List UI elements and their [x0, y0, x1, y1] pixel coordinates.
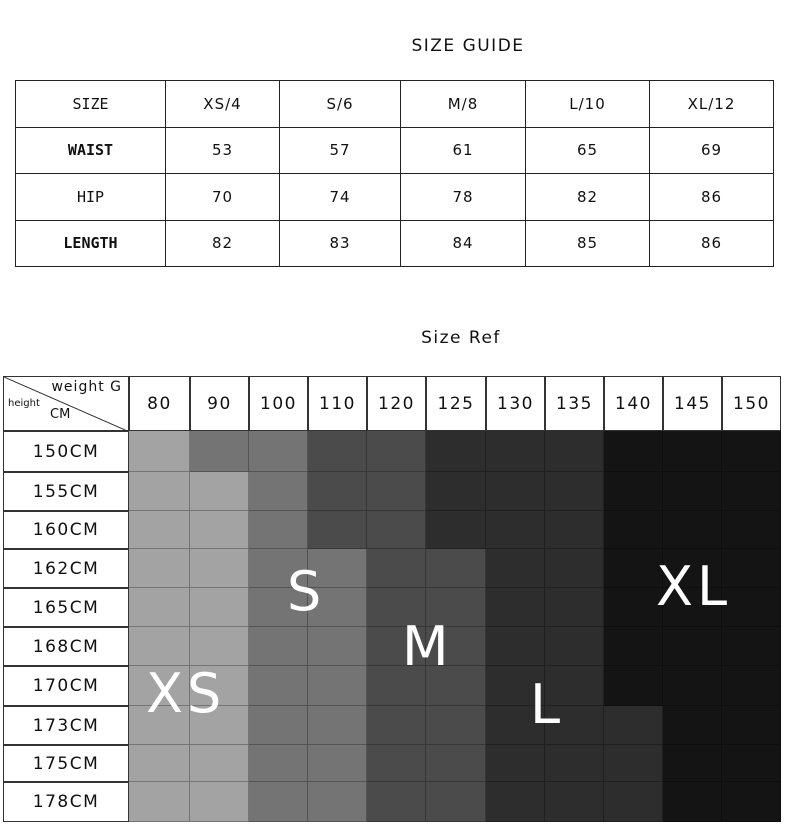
measurement-value: 82	[166, 220, 280, 267]
height-row-label: 173CM	[3, 706, 129, 745]
size-cell-l	[604, 706, 663, 745]
size-cell-l	[426, 511, 486, 549]
height-unit-label: CM	[50, 407, 71, 422]
size-cell-xs	[129, 549, 190, 588]
height-row-label: 168CM	[3, 627, 129, 666]
size-header-cell: SIZE	[16, 81, 166, 128]
weight-column-header: 130	[486, 376, 545, 431]
size-cell-xs	[190, 588, 249, 627]
size-cell-l	[545, 745, 604, 782]
weight-column-header: 120	[367, 376, 426, 431]
size-cell-m	[426, 782, 486, 822]
weight-column-header: 150	[722, 376, 781, 431]
size-cell-xs	[129, 588, 190, 627]
size-cell-s	[249, 745, 308, 782]
size-cell-l	[486, 431, 545, 472]
size-cell-s	[249, 706, 308, 745]
size-cell-xl	[663, 511, 722, 549]
size-cell-xl	[604, 511, 663, 549]
size-column-header: S/6	[280, 81, 401, 128]
size-cell-m	[426, 745, 486, 782]
size-cell-m	[367, 472, 426, 511]
measurement-value: 82	[526, 174, 650, 221]
size-cell-s	[308, 745, 367, 782]
size-cell-xs	[129, 431, 190, 472]
size-cell-l	[486, 472, 545, 511]
size-cell-m	[367, 706, 426, 745]
size-cell-xs	[190, 511, 249, 549]
size-cell-l	[545, 431, 604, 472]
size-cell-xl	[722, 666, 781, 706]
size-column-header: M/8	[401, 81, 526, 128]
measurement-value: 78	[401, 174, 526, 221]
size-cell-l	[486, 627, 545, 666]
size-cell-xs	[190, 745, 249, 782]
size-zone-label-s: S	[287, 560, 326, 623]
size-cell-m	[426, 549, 486, 588]
measurement-value: 57	[280, 127, 401, 174]
weight-column-header: 145	[663, 376, 722, 431]
size-cell-l	[545, 588, 604, 627]
height-axis-label: height	[8, 398, 40, 409]
size-cell-xl	[604, 431, 663, 472]
size-cell-l	[604, 782, 663, 822]
size-cell-xl	[663, 782, 722, 822]
size-cell-s	[308, 627, 367, 666]
size-cell-s	[249, 431, 308, 472]
size-cell-xl	[663, 431, 722, 472]
size-cell-s	[249, 627, 308, 666]
measurement-value: 69	[650, 127, 774, 174]
weight-column-header: 135	[545, 376, 604, 431]
weight-column-header: 100	[249, 376, 308, 431]
measurement-label: LENGTH	[16, 220, 166, 267]
size-cell-s	[249, 472, 308, 511]
size-cell-s	[308, 706, 367, 745]
size-cell-l	[486, 511, 545, 549]
size-cell-xl	[722, 431, 781, 472]
measurement-value: 53	[166, 127, 280, 174]
size-zone-label-m: M	[402, 615, 453, 678]
size-cell-xs	[190, 549, 249, 588]
size-cell-xl	[604, 472, 663, 511]
size-cell-xl	[604, 549, 663, 588]
size-cell-xl	[604, 588, 663, 627]
measurement-label: WAIST	[16, 127, 166, 174]
height-row-label: 178CM	[3, 782, 129, 822]
size-column-header: XS/4	[166, 81, 280, 128]
height-row-label: 175CM	[3, 745, 129, 782]
measurement-value: 61	[401, 127, 526, 174]
weight-column-header: 140	[604, 376, 663, 431]
size-cell-m	[308, 511, 367, 549]
size-cell-xs	[129, 472, 190, 511]
size-cell-xl	[722, 706, 781, 745]
size-cell-s	[308, 782, 367, 822]
size-cell-l	[486, 745, 545, 782]
height-row-label: 165CM	[3, 588, 129, 627]
size-cell-xs	[129, 782, 190, 822]
measurement-value: 74	[280, 174, 401, 221]
weight-column-header: 110	[308, 376, 367, 431]
size-cell-l	[545, 627, 604, 666]
size-cell-l	[426, 472, 486, 511]
measurement-value: 86	[650, 220, 774, 267]
size-cell-xs	[190, 472, 249, 511]
height-row-label: 162CM	[3, 549, 129, 588]
height-row-label: 155CM	[3, 472, 129, 511]
size-zone-label-xs: XS	[146, 662, 226, 725]
grid-corner-header	[3, 376, 129, 431]
size-cell-s	[190, 431, 249, 472]
size-cell-m	[367, 549, 426, 588]
size-cell-m	[367, 511, 426, 549]
size-cell-m	[367, 431, 426, 472]
size-cell-s	[249, 782, 308, 822]
size-cell-xl	[663, 745, 722, 782]
size-cell-l	[604, 745, 663, 782]
height-row-label: 170CM	[3, 666, 129, 706]
size-cell-xl	[722, 472, 781, 511]
height-row-label: 160CM	[3, 511, 129, 549]
size-cell-l	[486, 782, 545, 822]
height-row-label: 150CM	[3, 431, 129, 472]
measurement-value: 70	[166, 174, 280, 221]
weight-axis-label: weight G	[51, 379, 122, 395]
size-cell-xl	[604, 666, 663, 706]
size-zone-label-xl: XL	[656, 555, 732, 618]
size-cell-m	[308, 472, 367, 511]
size-cell-xl	[722, 627, 781, 666]
size-cell-m	[426, 706, 486, 745]
size-column-header: L/10	[526, 81, 650, 128]
size-cell-xl	[722, 745, 781, 782]
size-cell-xl	[604, 627, 663, 666]
measurement-value: 83	[280, 220, 401, 267]
size-cell-xs	[190, 627, 249, 666]
measurement-value: 65	[526, 127, 650, 174]
size-cell-l	[486, 588, 545, 627]
size-cell-xl	[663, 666, 722, 706]
size-cell-xl	[663, 472, 722, 511]
measurement-value: 86	[650, 174, 774, 221]
size-cell-l	[486, 549, 545, 588]
size-cell-xs	[190, 782, 249, 822]
size-cell-xl	[722, 782, 781, 822]
weight-column-header: 125	[426, 376, 486, 431]
size-cell-xs	[129, 745, 190, 782]
size-zone-label-l: L	[530, 673, 565, 736]
size-cell-l	[545, 472, 604, 511]
size-cell-xl	[722, 511, 781, 549]
size-column-header: XL/12	[650, 81, 774, 128]
weight-column-header: 90	[190, 376, 249, 431]
size-cell-s	[308, 666, 367, 706]
size-cell-l	[545, 549, 604, 588]
size-ref-title: Size Ref	[421, 328, 501, 348]
size-cell-xs	[129, 627, 190, 666]
measurement-value: 84	[401, 220, 526, 267]
size-cell-s	[249, 511, 308, 549]
size-cell-l	[545, 511, 604, 549]
size-cell-xl	[663, 627, 722, 666]
size-cell-s	[249, 666, 308, 706]
measurement-value: 85	[526, 220, 650, 267]
size-cell-m	[308, 431, 367, 472]
size-guide-title: SIZE GUIDE	[411, 36, 525, 56]
size-cell-l	[426, 431, 486, 472]
weight-column-header: 80	[129, 376, 190, 431]
size-cell-l	[545, 782, 604, 822]
measurement-label: HIP	[16, 174, 166, 221]
size-cell-xl	[663, 706, 722, 745]
size-cell-xs	[129, 511, 190, 549]
size-cell-m	[367, 745, 426, 782]
size-cell-m	[367, 782, 426, 822]
